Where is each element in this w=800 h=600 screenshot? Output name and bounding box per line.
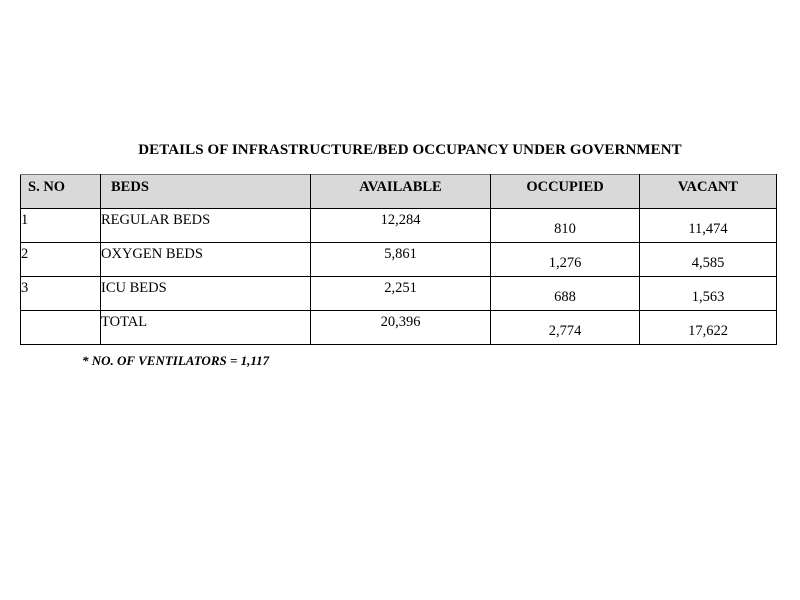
cell-sno: 3 <box>21 277 101 311</box>
bed-occupancy-table <box>20 174 777 345</box>
cell-available: 12,284 <box>311 209 491 243</box>
cell-available: 5,861 <box>311 243 491 277</box>
header-available: AVAILABLE <box>311 175 491 209</box>
cell-occupied: 2,774 <box>491 311 640 345</box>
cell-sno: 2 <box>21 243 101 277</box>
cell-vacant: 4,585 <box>640 243 777 277</box>
cell-available: 20,396 <box>311 311 491 345</box>
cell-beds: OXYGEN BEDS <box>101 243 311 277</box>
cell-vacant: 1,563 <box>640 277 777 311</box>
cell-occupied: 810 <box>491 209 640 243</box>
cell-beds: ICU BEDS <box>101 277 311 311</box>
header-occupied: OCCUPIED <box>491 175 640 209</box>
cell-sno: 1 <box>21 209 101 243</box>
header-sno: S. NO <box>21 175 101 209</box>
cell-vacant: 17,622 <box>640 311 777 345</box>
table-row <box>21 209 777 243</box>
cell-occupied: 688 <box>491 277 640 311</box>
cell-beds: REGULAR BEDS <box>101 209 311 243</box>
table-row-total <box>21 311 777 345</box>
cell-vacant: 11,474 <box>640 209 777 243</box>
table-header-row <box>21 175 777 209</box>
document-title: DETAILS OF INFRASTRUCTURE/BED OCCUPANCY UNDER GOVERNMENT <box>138 142 682 158</box>
table-row <box>21 243 777 277</box>
cell-beds: TOTAL <box>101 311 311 345</box>
header-beds: BEDS <box>101 175 311 209</box>
cell-occupied: 1,276 <box>491 243 640 277</box>
table-row <box>21 277 777 311</box>
cell-sno <box>21 311 101 345</box>
header-vacant: VACANT <box>640 175 777 209</box>
ventilators-footnote: * NO. OF VENTILATORS = 1,117 <box>82 353 270 368</box>
cell-available: 2,251 <box>311 277 491 311</box>
